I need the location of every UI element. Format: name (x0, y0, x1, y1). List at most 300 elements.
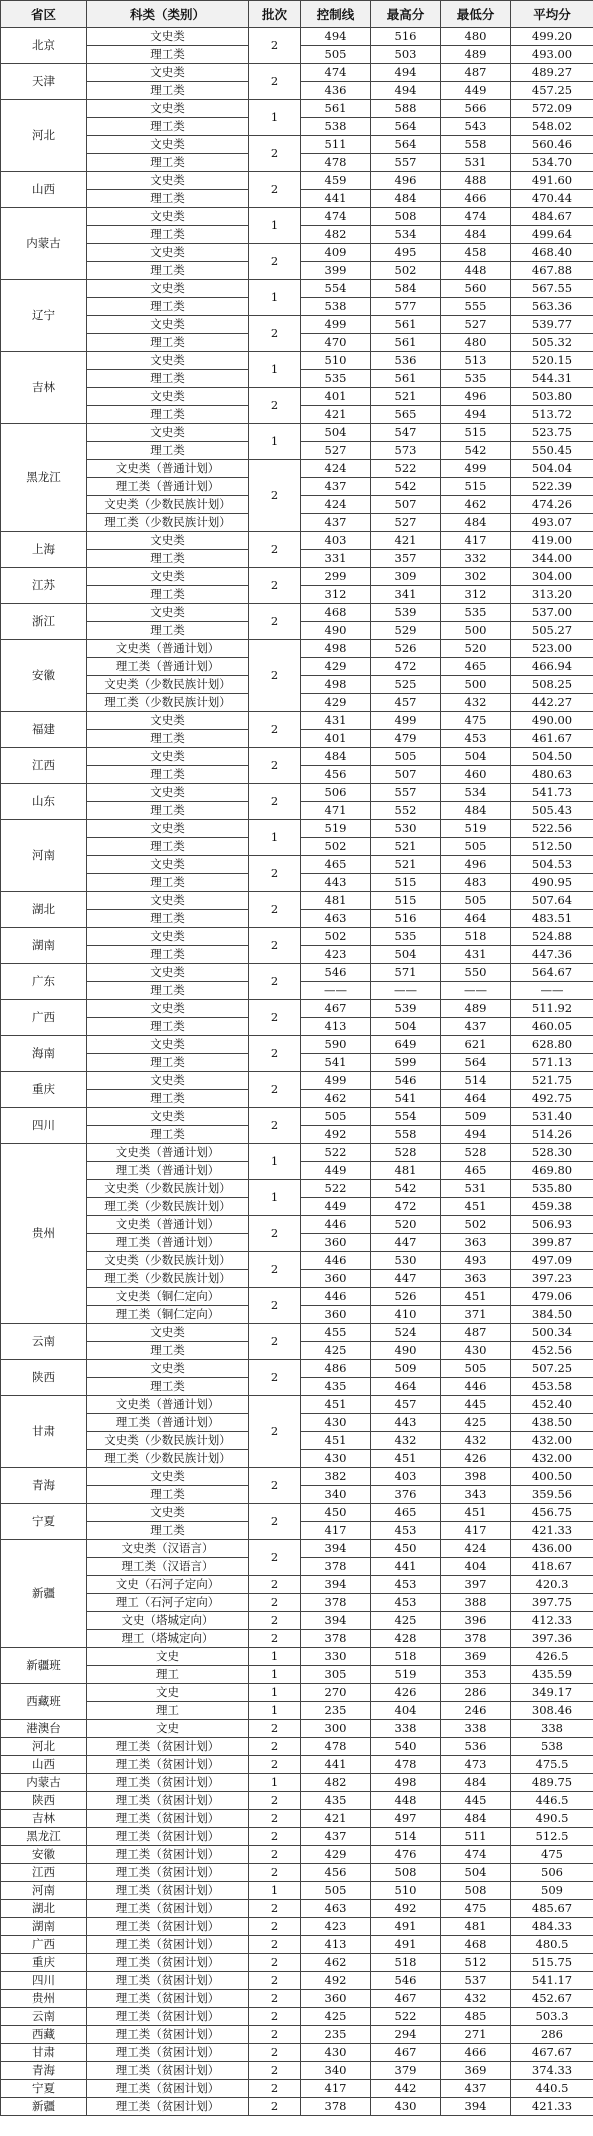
avg-score-cell: 512.5 (511, 1828, 593, 1846)
subject-cell: 理工类 (87, 550, 249, 568)
control-line-cell: 527 (301, 442, 371, 460)
min-score-cell: 493 (441, 1252, 511, 1270)
avg-score-cell: 304.00 (511, 568, 593, 586)
province-cell: 北京 (1, 28, 87, 64)
max-score-cell: 514 (371, 1828, 441, 1846)
avg-score-cell: 508.25 (511, 676, 593, 694)
province-cell: 陕西 (1, 1360, 87, 1396)
max-score-cell: 338 (371, 1720, 441, 1738)
province-cell: 广东 (1, 964, 87, 1000)
max-score-cell: 507 (371, 766, 441, 784)
min-score-cell: 468 (441, 1936, 511, 1954)
min-score-cell: 353 (441, 1666, 511, 1684)
max-score-cell: 430 (371, 2098, 441, 2116)
subject-cell: 理工类（普通计划） (87, 478, 249, 496)
table-row (1, 244, 593, 262)
control-line-cell: 502 (301, 928, 371, 946)
avg-score-cell: 480.63 (511, 766, 593, 784)
subject-cell: 文史类 (87, 604, 249, 622)
control-line-cell: 506 (301, 784, 371, 802)
control-line-cell: 498 (301, 676, 371, 694)
control-line-cell: 330 (301, 1648, 371, 1666)
control-line-cell: 465 (301, 856, 371, 874)
batch-cell: 2 (249, 568, 301, 604)
subject-cell: 理工类 (87, 334, 249, 352)
table-row (1, 1954, 593, 1972)
table-row (1, 1576, 593, 1594)
subject-cell: 文史类 (87, 964, 249, 982)
subject-cell: 文史类 (87, 712, 249, 730)
batch-cell: 2 (249, 388, 301, 424)
min-score-cell: 542 (441, 442, 511, 460)
min-score-cell: 543 (441, 118, 511, 136)
max-score-cell: 453 (371, 1576, 441, 1594)
avg-score-cell: 397.75 (511, 1594, 593, 1612)
avg-score-cell: 399.87 (511, 1234, 593, 1252)
min-score-cell: 430 (441, 1342, 511, 1360)
max-score-cell: 536 (371, 352, 441, 370)
table-row (1, 1846, 593, 1864)
control-line-cell: 436 (301, 82, 371, 100)
avg-score-cell: —— (511, 982, 593, 1000)
min-score-cell: 487 (441, 64, 511, 82)
min-score-cell: 558 (441, 136, 511, 154)
province-cell: 西藏班 (1, 1684, 87, 1720)
max-score-cell: 577 (371, 298, 441, 316)
min-score-cell: 465 (441, 1162, 511, 1180)
max-score-cell: 564 (371, 136, 441, 154)
subject-cell: 理工类 (87, 82, 249, 100)
batch-cell: 1 (249, 1684, 301, 1702)
max-score-cell: 502 (371, 262, 441, 280)
control-line-cell: 399 (301, 262, 371, 280)
batch-cell: 2 (249, 1252, 301, 1288)
avg-score-cell: 499.64 (511, 226, 593, 244)
batch-cell: 1 (249, 1666, 301, 1684)
max-score-cell: 525 (371, 676, 441, 694)
subject-cell: 理工类（贫困计划） (87, 1936, 249, 1954)
avg-score-cell: 452.67 (511, 1990, 593, 2008)
province-cell: 安徽 (1, 640, 87, 712)
max-score-cell: 294 (371, 2026, 441, 2044)
min-score-cell: 519 (441, 820, 511, 838)
batch-cell: 2 (249, 604, 301, 640)
min-score-cell: 560 (441, 280, 511, 298)
table-row (1, 1720, 593, 1738)
subject-cell: 理工类（铜仁定向） (87, 1306, 249, 1324)
min-score-cell: 462 (441, 496, 511, 514)
min-score-cell: 451 (441, 1198, 511, 1216)
batch-cell: 2 (249, 640, 301, 712)
subject-cell: 文史类 (87, 1504, 249, 1522)
batch-cell: 2 (249, 244, 301, 280)
batch-cell: 2 (249, 1072, 301, 1108)
avg-score-cell: 500.34 (511, 1324, 593, 1342)
max-score-cell: 510 (371, 1882, 441, 1900)
subject-cell: 理工类 (87, 154, 249, 172)
control-line-cell: 522 (301, 1144, 371, 1162)
avg-score-cell: 400.50 (511, 1468, 593, 1486)
max-score-cell: 528 (371, 1144, 441, 1162)
province-cell: 广西 (1, 1936, 87, 1954)
subject-cell: 理工类（普通计划） (87, 658, 249, 676)
subject-cell: 理工类 (87, 586, 249, 604)
control-line-cell: 270 (301, 1684, 371, 1702)
table-row (1, 532, 593, 550)
min-score-cell: 371 (441, 1306, 511, 1324)
subject-cell: 理工类（普通计划） (87, 1162, 249, 1180)
min-score-cell: 536 (441, 1738, 511, 1756)
subject-cell: 文史类（普通计划） (87, 1144, 249, 1162)
table-row (1, 172, 593, 190)
min-score-cell: 500 (441, 676, 511, 694)
avg-score-cell: 452.40 (511, 1396, 593, 1414)
control-line-cell: 463 (301, 1900, 371, 1918)
max-score-cell: 516 (371, 910, 441, 928)
avg-score-cell: 421.33 (511, 1522, 593, 1540)
table-row (1, 1360, 593, 1378)
min-score-cell: 431 (441, 946, 511, 964)
avg-score-cell: 474.26 (511, 496, 593, 514)
avg-score-cell: 523.00 (511, 640, 593, 658)
max-score-cell: 649 (371, 1036, 441, 1054)
subject-cell: 理工类 (87, 910, 249, 928)
control-line-cell: 504 (301, 424, 371, 442)
table-row (1, 1216, 593, 1234)
subject-cell: 理工类 (87, 1522, 249, 1540)
avg-score-cell: 492.75 (511, 1090, 593, 1108)
min-score-cell: 432 (441, 1990, 511, 2008)
subject-cell: 理工 (87, 1666, 249, 1684)
table-row (1, 1648, 593, 1666)
min-score-cell: 531 (441, 1180, 511, 1198)
subject-cell: 理工类（少数民族计划） (87, 694, 249, 712)
subject-cell: 理工类 (87, 1342, 249, 1360)
table-row (1, 748, 593, 766)
subject-cell: 文史类 (87, 352, 249, 370)
subject-cell: 理工类 (87, 1090, 249, 1108)
province-cell: 四川 (1, 1972, 87, 1990)
control-line-cell: 451 (301, 1396, 371, 1414)
avg-score-cell: 475.5 (511, 1756, 593, 1774)
control-line-cell: 413 (301, 1018, 371, 1036)
subject-cell: 文史类 (87, 316, 249, 334)
batch-cell: 2 (249, 928, 301, 964)
avg-score-cell: 344.00 (511, 550, 593, 568)
batch-cell: 2 (249, 1954, 301, 1972)
max-score-cell: 504 (371, 946, 441, 964)
max-score-cell: 379 (371, 2062, 441, 2080)
subject-cell: 理工类 (87, 262, 249, 280)
control-line-cell: 459 (301, 172, 371, 190)
table-row (1, 1810, 593, 1828)
province-cell: 江苏 (1, 568, 87, 604)
avg-score-cell: 550.45 (511, 442, 593, 460)
control-line-cell: 481 (301, 892, 371, 910)
table-row (1, 604, 593, 622)
min-score-cell: 475 (441, 1900, 511, 1918)
max-score-cell: 484 (371, 190, 441, 208)
subject-cell: 理工类（贫困计划） (87, 1828, 249, 1846)
avg-score-cell: 544.31 (511, 370, 593, 388)
subject-cell: 理工类（普通计划） (87, 1234, 249, 1252)
control-line-cell: 471 (301, 802, 371, 820)
max-score-cell: 542 (371, 478, 441, 496)
max-score-cell: 498 (371, 1774, 441, 1792)
min-score-cell: 426 (441, 1450, 511, 1468)
avg-score-cell: 466.94 (511, 658, 593, 676)
max-score-cell: 546 (371, 1072, 441, 1090)
avg-score-cell: 438.50 (511, 1414, 593, 1432)
max-score-cell: 518 (371, 1648, 441, 1666)
subject-cell: 文史类 (87, 820, 249, 838)
max-score-cell: 426 (371, 1684, 441, 1702)
province-cell: 吉林 (1, 352, 87, 424)
batch-cell: 2 (249, 1504, 301, 1540)
control-line-cell: 413 (301, 1936, 371, 1954)
min-score-cell: 473 (441, 1756, 511, 1774)
min-score-cell: 515 (441, 478, 511, 496)
min-score-cell: 488 (441, 172, 511, 190)
control-line-cell: 421 (301, 406, 371, 424)
subject-cell: 理工 (87, 1702, 249, 1720)
control-line-cell: 378 (301, 2098, 371, 2116)
table-row (1, 1594, 593, 1612)
max-score-cell: 584 (371, 280, 441, 298)
control-line-cell: 430 (301, 2044, 371, 2062)
max-score-cell: 539 (371, 1000, 441, 1018)
max-score-cell: 481 (371, 1162, 441, 1180)
table-row (1, 2062, 593, 2080)
table-row (1, 208, 593, 226)
batch-cell: 2 (249, 2080, 301, 2098)
batch-cell: 1 (249, 1180, 301, 1216)
avg-score-cell: 504.04 (511, 460, 593, 478)
max-score-cell: 357 (371, 550, 441, 568)
batch-cell: 2 (249, 1756, 301, 1774)
avg-score-cell: 506.93 (511, 1216, 593, 1234)
avg-score-cell: 436.00 (511, 1540, 593, 1558)
table-row (1, 28, 593, 46)
control-line-cell: 340 (301, 2062, 371, 2080)
avg-score-cell: 512.50 (511, 838, 593, 856)
subject-cell: 文史类 (87, 928, 249, 946)
min-score-cell: 518 (441, 928, 511, 946)
min-score-cell: 338 (441, 1720, 511, 1738)
table-row (1, 64, 593, 82)
avg-score-cell: 426.5 (511, 1648, 593, 1666)
subject-cell: 文史类 (87, 208, 249, 226)
max-score-cell: 497 (371, 1810, 441, 1828)
avg-score-cell: 421.33 (511, 2098, 593, 2116)
subject-cell: 理工类 (87, 874, 249, 892)
avg-score-cell: 460.05 (511, 1018, 593, 1036)
batch-cell: 2 (249, 2026, 301, 2044)
max-score-cell: 453 (371, 1594, 441, 1612)
min-score-cell: 504 (441, 748, 511, 766)
min-score-cell: 509 (441, 1108, 511, 1126)
subject-cell: 文史类（少数民族计划） (87, 496, 249, 514)
control-line-cell: 431 (301, 712, 371, 730)
control-line-cell: 478 (301, 154, 371, 172)
max-score-cell: 341 (371, 586, 441, 604)
max-score-cell: 467 (371, 2044, 441, 2062)
min-score-cell: 534 (441, 784, 511, 802)
max-score-cell: 521 (371, 388, 441, 406)
max-score-cell: 453 (371, 1522, 441, 1540)
subject-cell: 文史类（普通计划） (87, 460, 249, 478)
avg-score-cell: 468.40 (511, 244, 593, 262)
avg-score-cell: 493.07 (511, 514, 593, 532)
subject-cell: 理工类 (87, 730, 249, 748)
province-cell: 天津 (1, 64, 87, 100)
max-score-cell: 509 (371, 1360, 441, 1378)
min-score-cell: 499 (441, 460, 511, 478)
max-score-cell: 428 (371, 1630, 441, 1648)
control-line-cell: 449 (301, 1198, 371, 1216)
province-cell: 宁夏 (1, 1504, 87, 1540)
table-row (1, 1738, 593, 1756)
batch-cell: 2 (249, 964, 301, 1000)
control-line-cell: 424 (301, 460, 371, 478)
min-score-cell: 396 (441, 1612, 511, 1630)
batch-cell: 2 (249, 1828, 301, 1846)
control-line-cell: 424 (301, 496, 371, 514)
batch-cell: 2 (249, 1864, 301, 1882)
subject-cell: 文史类（普通计划） (87, 640, 249, 658)
control-line-cell: 474 (301, 64, 371, 82)
max-score-cell: 491 (371, 1918, 441, 1936)
min-score-cell: 312 (441, 586, 511, 604)
province-cell: 青海 (1, 2062, 87, 2080)
max-score-cell: 557 (371, 154, 441, 172)
batch-cell: 1 (249, 1144, 301, 1180)
province-cell: 山西 (1, 1756, 87, 1774)
subject-cell: 理工类 (87, 622, 249, 640)
control-line-cell: 502 (301, 838, 371, 856)
avg-score-cell: 359.56 (511, 1486, 593, 1504)
control-line-cell: 450 (301, 1504, 371, 1522)
control-line-cell: 484 (301, 748, 371, 766)
min-score-cell: 484 (441, 1774, 511, 1792)
batch-cell: 2 (249, 1900, 301, 1918)
min-score-cell: 404 (441, 1558, 511, 1576)
table-row (1, 568, 593, 586)
subject-cell: 文史类 (87, 424, 249, 442)
control-line-cell: 429 (301, 658, 371, 676)
min-score-cell: 494 (441, 406, 511, 424)
table-row (1, 1288, 593, 1306)
batch-cell: 2 (249, 1000, 301, 1036)
min-score-cell: 466 (441, 190, 511, 208)
avg-score-cell: 313.20 (511, 586, 593, 604)
province-cell: 内蒙古 (1, 1774, 87, 1792)
province-cell: 重庆 (1, 1072, 87, 1108)
table-row (1, 2044, 593, 2062)
max-score-cell: 558 (371, 1126, 441, 1144)
batch-cell: 2 (249, 1324, 301, 1360)
province-cell: 江西 (1, 748, 87, 784)
subject-cell: 文史类 (87, 748, 249, 766)
table-row (1, 1036, 593, 1054)
avg-score-cell: 457.25 (511, 82, 593, 100)
avg-score-cell: 538 (511, 1738, 593, 1756)
subject-cell: 理工类（贫困计划） (87, 1972, 249, 1990)
province-cell: 河北 (1, 100, 87, 172)
max-score-cell: 410 (371, 1306, 441, 1324)
subject-cell: 文史类 (87, 1036, 249, 1054)
avg-score-cell: 419.00 (511, 532, 593, 550)
table-row (1, 1630, 593, 1648)
avg-score-cell: 484.67 (511, 208, 593, 226)
batch-cell: 2 (249, 2008, 301, 2026)
control-line-cell: 360 (301, 1990, 371, 2008)
control-line-cell: 519 (301, 820, 371, 838)
table-row (1, 280, 593, 298)
max-score-cell: 524 (371, 1324, 441, 1342)
control-line-cell: 417 (301, 2080, 371, 2098)
subject-cell: 文史类 (87, 892, 249, 910)
avg-score-cell: 338 (511, 1720, 593, 1738)
batch-cell: 2 (249, 1918, 301, 1936)
subject-cell: 文史类（汉语言） (87, 1540, 249, 1558)
max-score-cell: 490 (371, 1342, 441, 1360)
table-row (1, 2026, 593, 2044)
control-line-cell: 446 (301, 1288, 371, 1306)
table-row (1, 1666, 593, 1684)
control-line-cell: 446 (301, 1216, 371, 1234)
province-cell: 新疆班 (1, 1648, 87, 1684)
avg-score-cell: 539.77 (511, 316, 593, 334)
avg-score-cell: 469.80 (511, 1162, 593, 1180)
table-row (1, 1324, 593, 1342)
avg-score-cell: 505.27 (511, 622, 593, 640)
subject-cell: 理工类（贫困计划） (87, 1774, 249, 1792)
control-line-cell: 235 (301, 2026, 371, 2044)
header-subject: 科类（类别） (87, 1, 249, 28)
max-score-cell: 404 (371, 1702, 441, 1720)
max-score-cell: 491 (371, 1936, 441, 1954)
max-score-cell: 450 (371, 1540, 441, 1558)
control-line-cell: 468 (301, 604, 371, 622)
min-score-cell: 487 (441, 1324, 511, 1342)
table-row (1, 352, 593, 370)
max-score-cell: 441 (371, 1558, 441, 1576)
batch-cell: 1 (249, 352, 301, 388)
batch-cell: 2 (249, 1720, 301, 1738)
table-row (1, 1828, 593, 1846)
min-score-cell: 246 (441, 1702, 511, 1720)
min-score-cell: 528 (441, 1144, 511, 1162)
control-line-cell: 590 (301, 1036, 371, 1054)
control-line-cell: —— (301, 982, 371, 1000)
table-row (1, 1990, 593, 2008)
max-score-cell: 521 (371, 838, 441, 856)
table-row (1, 1144, 593, 1162)
min-score-cell: 512 (441, 1954, 511, 1972)
min-score-cell: 417 (441, 532, 511, 550)
subject-cell: 理工类（少数民族计划） (87, 1198, 249, 1216)
min-score-cell: 445 (441, 1792, 511, 1810)
batch-cell: 2 (249, 892, 301, 928)
table-row (1, 1396, 593, 1414)
control-line-cell: 522 (301, 1180, 371, 1198)
max-score-cell: 542 (371, 1180, 441, 1198)
batch-cell: 2 (249, 1540, 301, 1576)
control-line-cell: 446 (301, 1252, 371, 1270)
batch-cell: 2 (249, 1108, 301, 1144)
batch-cell: 2 (249, 64, 301, 100)
